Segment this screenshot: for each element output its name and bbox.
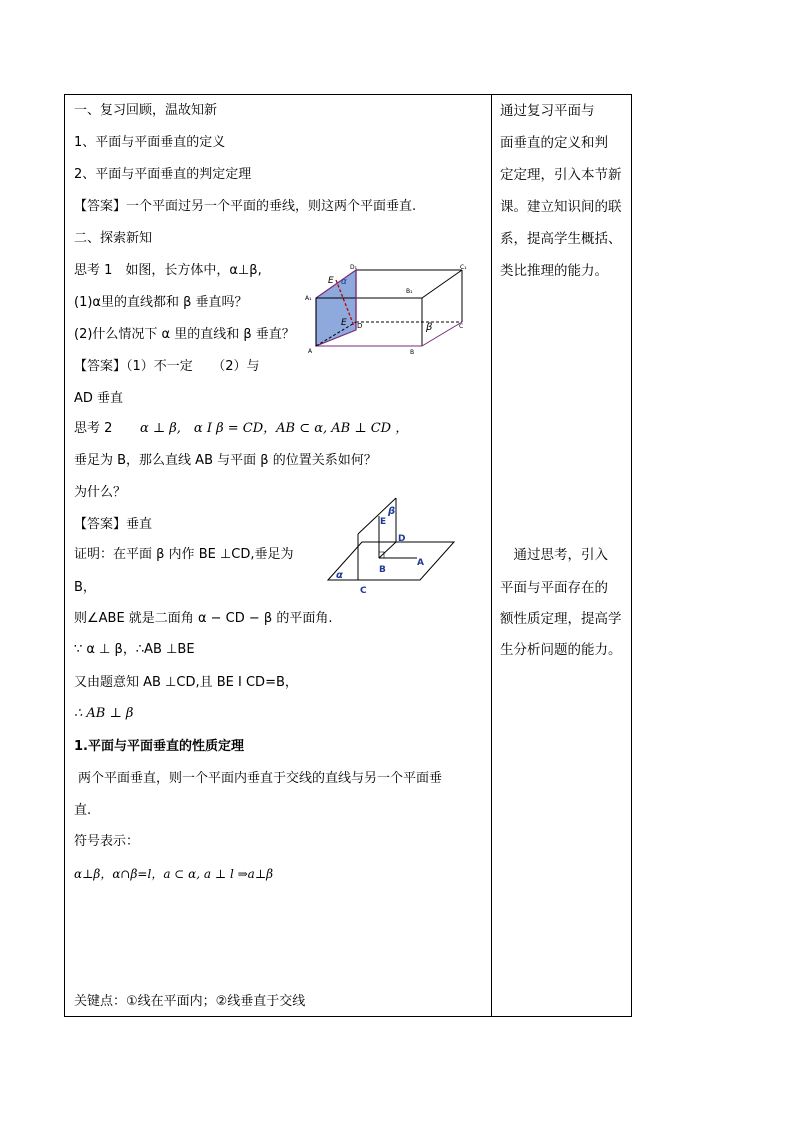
label-beta: β [426, 322, 433, 333]
think-1: 思考 1 如图，长方体中，α⊥β, [74, 263, 262, 278]
think-2-label: 思考 2 [74, 421, 113, 436]
label-alpha: α [336, 570, 343, 581]
symbol-formula: α⊥β，α∩β=l，a ⊂ α, a ⊥ l ⇒a⊥β [74, 867, 274, 881]
section-explore-heading: 二、探索新知 [74, 231, 153, 246]
label-e: E [380, 517, 387, 527]
label-a: A [417, 558, 424, 568]
label-c: C [459, 323, 464, 330]
label-alpha: α [341, 277, 347, 287]
note-2-line-1: 通过思考，引入 [500, 547, 608, 563]
label-c: C [360, 586, 367, 596]
label-d: D [357, 322, 363, 330]
label-e1: E [328, 276, 334, 286]
question-1: (1)α里的直线都和 β 垂直吗？ [74, 295, 248, 310]
label-b: B [410, 349, 415, 356]
note-1-line-4: 课。建立知识间的联 [500, 199, 622, 215]
label-d: D [398, 534, 406, 544]
answer-2a: 【答案】（1）不一定 （2）与 [74, 359, 260, 374]
proof-line-2: 则∠ABE 就是二面角 α − CD − β 的平面角. [74, 611, 333, 626]
symbol-label: 符号表示： [74, 834, 140, 849]
answer-3: 【答案】垂直 [74, 517, 153, 532]
label-b1: B₁ [406, 288, 413, 295]
line-cd [379, 542, 396, 558]
label-e: E [341, 318, 347, 328]
note-1-line-6: 类比推理的能力。 [500, 263, 608, 279]
note-1-line-5: 系，提高学生概括、 [500, 231, 622, 247]
proof-line-3: ∵ α ⊥ β，∴AB ⊥BE [74, 642, 195, 657]
key-points: 关键点：①线在平面内；②线垂直于交线 [74, 994, 306, 1009]
perpendicular-planes-figure [322, 494, 460, 598]
section-review-heading: 一、复习回顾，温故知新 [74, 103, 218, 118]
note-2-line-3: 额性质定理，提高学 [500, 611, 622, 627]
label-a: A [308, 348, 313, 355]
label-d1: D₁ [350, 264, 358, 271]
note-1-line-3: 定定理，引入本节新 [500, 167, 622, 183]
theorem-title: 1.平面与平面垂直的性质定理 [74, 739, 244, 754]
proof-line-4: 又由题意知 AB ⊥CD,且 BE I CD=B， [74, 675, 298, 690]
cuboid-figure [300, 262, 472, 358]
edge-b1c1 [422, 270, 462, 298]
label-c1: C₁ [460, 264, 467, 271]
review-item-2: 2、平面与平面垂直的判定定理 [74, 167, 252, 182]
label-b: B [379, 565, 386, 575]
question-2: (2)什么情况下 α 里的直线和 β 垂直？ [74, 327, 295, 342]
proof-line-5: ∴ AB ⊥ β [74, 706, 134, 721]
note-1-line-1: 通过复习平面与 [500, 103, 595, 119]
proof-line-1: 证明：在平面 β 内作 BE ⊥CD,垂足为 [74, 547, 294, 562]
think-2-formula: α ⊥ β, α I β = CD，AB ⊂ α, AB ⊥ CD ， [140, 421, 409, 436]
answer-2b: AD 垂直 [74, 391, 124, 406]
theorem-line-2: 直. [74, 803, 92, 818]
note-1-line-2: 面垂直的定义和判 [500, 135, 608, 151]
proof-line-1b: B， [74, 580, 96, 595]
label-beta: β [388, 506, 396, 517]
note-2-line-2: 平面与平面存在的 [500, 580, 608, 596]
review-item-1: 1、平面与平面垂直的定义 [74, 135, 226, 150]
answer-1: 【答案】一个平面过另一个平面的垂线，则这两个平面垂直. [74, 199, 417, 214]
think-2-line-3: 为什么？ [74, 485, 127, 500]
column-divider [491, 94, 492, 1017]
theorem-line-1: 两个平面垂直，则一个平面内垂直于交线的直线与另一个平面垂 [78, 771, 443, 786]
note-2-line-4: 生分析问题的能力。 [500, 642, 622, 658]
plane-horizontal [328, 542, 454, 580]
label-a1: A₁ [305, 295, 312, 302]
think-2-line-2: 垂足为 B，那么直线 AB 与平面 β 的位置关系如何？ [74, 453, 377, 468]
